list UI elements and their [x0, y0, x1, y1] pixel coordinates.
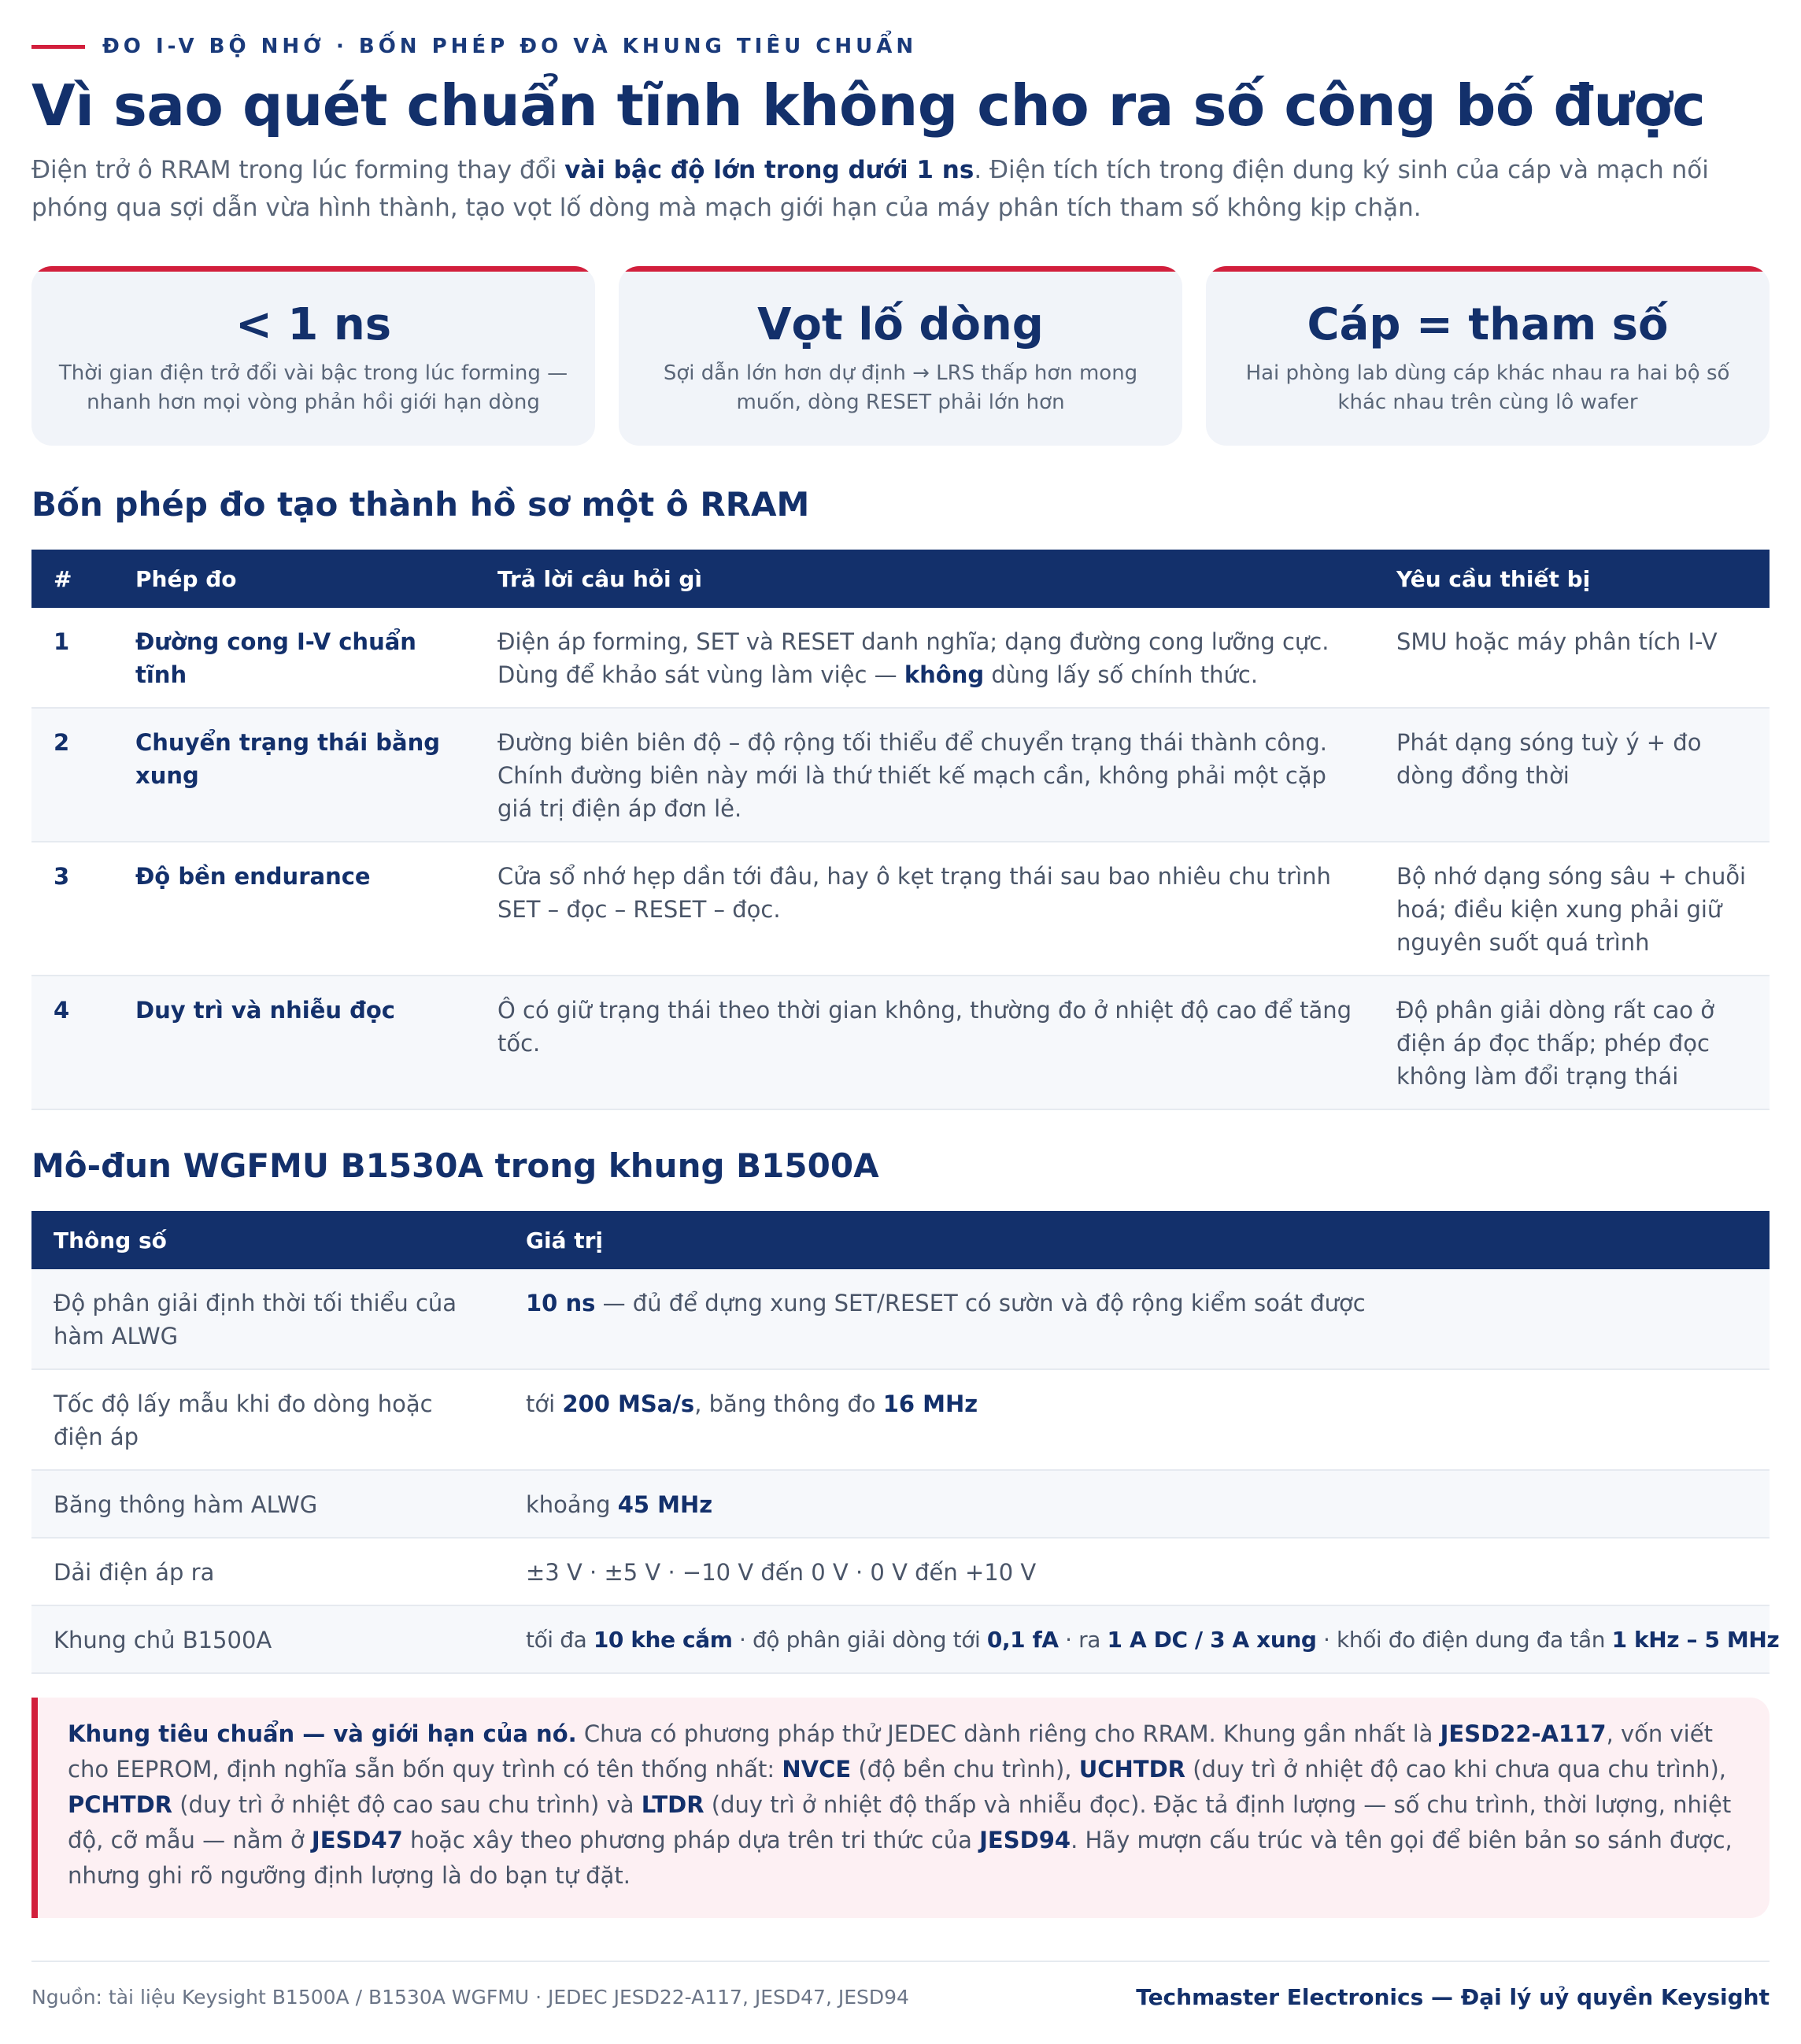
spec-value — [504, 1269, 1770, 1369]
column-header-question: Trả lời câu hỏi gì — [497, 565, 702, 592]
question-text: Điện áp forming, SET và RESET danh nghĩa; dạng đường cong lưỡng cực. Dùng để khảo sát vùng làm việc — — [497, 628, 1329, 688]
column-header-name: Phép đo — [135, 565, 237, 592]
column-header-equipment: Yêu cầu thiết bị — [1396, 565, 1591, 592]
spec-param: Độ phân giải định thời tối thiểu của hàm ALWG — [31, 1269, 504, 1369]
spec-value-text: , băng thông đo — [694, 1390, 883, 1417]
subtitle-part: Điện trở ô RRAM trong lúc forming thay đổi — [31, 156, 565, 184]
callout-lead: Khung tiêu chuẩn — và giới hạn của nó. — [68, 1720, 577, 1747]
callout-term: UCHTDR — [1078, 1756, 1185, 1783]
stat-value: < 1 ns — [235, 299, 392, 350]
callout-part: hoặc xây theo phương pháp dựa trên tri thức của — [402, 1827, 980, 1853]
footer-source: Nguồn: tài liệu Keysight B1500A / B1530A WGFMU · JEDEC JESD22-A117, JESD47, JESD94 — [31, 1986, 909, 2009]
callout-part: (độ bền chu trình), — [851, 1756, 1079, 1783]
stat-card — [31, 266, 595, 446]
spec-value-text: ±3 V · ±5 V · −10 V đến 0 V · 0 V đến +10 V — [526, 1559, 1037, 1586]
module-section-title: Mô-đun WGFMU B1530A trong khung B1500A — [31, 1146, 879, 1185]
spec-value — [504, 1538, 1770, 1605]
spec-value-text: · độ phân giải dòng tới — [732, 1627, 987, 1653]
module-specs-table — [31, 1211, 1780, 1674]
question-emphasis: không — [904, 661, 985, 688]
measurement-name: Duy trì và nhiễu đọc — [113, 976, 475, 1109]
subtitle-part: . Điện tích tích trong điện dung ký sinh của cáp và mạch nối phóng qua sợi dẫn vừa hình thành, tạo vọt lố dòng mà mạch giới hạn của máy phân tích tham số không kịp chặn. — [31, 156, 1709, 222]
table-row — [31, 708, 1770, 842]
stat-card — [1206, 266, 1770, 446]
spec-value-emphasis: 10 khe cắm — [593, 1627, 733, 1653]
table-row — [31, 1269, 1770, 1369]
measurement-equipment: Bộ nhớ dạng sóng sâu + chuỗi hoá; điều kiện xung phải giữ nguyên suốt quá trình — [1374, 842, 1770, 976]
measurement-equipment: Phát dạng sóng tuỳ ý + đo dòng đồng thời — [1374, 708, 1770, 842]
callout-part: , vốn viết cho EEPROM, định nghĩa sẵn bốn quy trình có tên thống nhất: — [68, 1720, 1713, 1783]
page-subtitle — [31, 151, 1770, 227]
stat-description: Thời gian điện trở đổi vài bậc trong lúc forming — nhanh hơn mọi vòng phản hồi giới hạn dòng — [58, 361, 568, 414]
callout-term: JESD22-A117 — [1440, 1720, 1607, 1747]
callout-part: (duy trì ở nhiệt độ cao sau chu trình) và — [172, 1791, 642, 1818]
page-title: Vì sao quét chuẩn tĩnh không cho ra số công bố được — [31, 72, 1706, 139]
spec-param: Khung chủ B1500A — [31, 1605, 504, 1673]
stat-cards — [31, 266, 1770, 446]
row-number: 2 — [31, 708, 113, 842]
table-row — [31, 842, 1770, 976]
column-header-num: # — [54, 565, 72, 592]
measurements-section-title: Bốn phép đo tạo thành hồ sơ một ô RRAM — [31, 485, 810, 524]
spec-value-text: tới — [526, 1390, 563, 1417]
measurement-question: Cửa sổ nhớ hẹp dần tới đâu, hay ô kẹt trạng thái sau bao nhiêu chu trình SET – đọc – RESET – đọc. — [475, 842, 1374, 976]
table-header-row — [31, 550, 1770, 608]
column-header-param: Thông số — [54, 1227, 167, 1253]
stat-description: Sợi dẫn lớn hơn dự định → LRS thấp hơn mong muốn, dòng RESET phải lớn hơn — [663, 361, 1138, 414]
stat-description: Hai phòng lab dùng cáp khác nhau ra hai bộ số khác nhau trên cùng lô wafer — [1245, 361, 1730, 414]
spec-value — [504, 1605, 1780, 1673]
measurement-question: Ô có giữ trạng thái theo thời gian không, thường đo ở nhiệt độ cao để tăng tốc. — [475, 976, 1374, 1109]
measurement-equipment: Độ phân giải dòng rất cao ở điện áp đọc thấp; phép đọc không làm đổi trạng thái — [1374, 976, 1770, 1109]
measurement-question — [475, 608, 1374, 708]
measurement-name: Đường cong I-V chuẩn tĩnh — [113, 608, 475, 708]
table-row — [31, 1605, 1770, 1673]
spec-value-emphasis: 1 A DC / 3 A xung — [1107, 1627, 1317, 1653]
callout-part: (duy trì ở nhiệt độ cao khi chưa qua chu trình), — [1185, 1756, 1727, 1783]
table-row — [31, 1369, 1770, 1470]
callout-text — [68, 1716, 1738, 1894]
table-row — [31, 1538, 1770, 1605]
spec-value — [504, 1369, 1770, 1470]
measurement-equipment: SMU hoặc máy phân tích I-V — [1374, 608, 1770, 708]
spec-value-emphasis: 45 MHz — [617, 1491, 713, 1518]
standards-callout — [31, 1698, 1770, 1918]
spec-value-emphasis: 1 kHz – 5 MHz — [1611, 1627, 1780, 1653]
callout-part: . Hãy mượn cấu trúc và tên gọi để biên bản so sánh được, nhưng ghi rõ ngưỡng định lượng là do bạn tự đặt. — [68, 1827, 1733, 1889]
spec-value-text: khoảng — [526, 1491, 618, 1518]
callout-term: NVCE — [782, 1756, 852, 1783]
callout-part: Chưa có phương pháp thử JEDEC dành riêng cho RRAM. Khung gần nhất là — [576, 1720, 1440, 1747]
table-row — [31, 608, 1770, 708]
measurement-question: Đường biên biên độ – độ rộng tối thiểu để chuyển trạng thái thành công. Chính đường biên này mới là thứ thiết kế mạch cần, không phải một cặp giá trị điện áp đơn lẻ. — [475, 708, 1374, 842]
row-number: 1 — [31, 608, 113, 708]
callout-term: JESD47 — [311, 1827, 403, 1853]
question-text: dùng lấy số chính thức. — [984, 661, 1259, 688]
kicker — [31, 35, 917, 58]
spec-value-emphasis: 16 MHz — [882, 1390, 978, 1417]
callout-term: JESD94 — [979, 1827, 1071, 1853]
table-header-row — [31, 1211, 1770, 1269]
spec-value-text: tối đa — [526, 1627, 594, 1653]
spec-value-emphasis: 0,1 fA — [986, 1627, 1059, 1653]
stat-value: Vọt lố dòng — [757, 299, 1044, 350]
spec-param: Tốc độ lấy mẫu khi đo dòng hoặc điện áp — [31, 1369, 504, 1470]
spec-value-text: · ra — [1058, 1627, 1108, 1653]
table-row — [31, 976, 1770, 1109]
kicker-text: ĐO I-V BỘ NHỚ · BỐN PHÉP ĐO VÀ KHUNG TIÊU CHUẨN — [102, 35, 918, 58]
callout-term: LTDR — [641, 1791, 704, 1818]
measurements-table — [31, 550, 1770, 1110]
spec-value-text: · khối đo điện dung đa tần — [1316, 1627, 1612, 1653]
spec-param: Dải điện áp ra — [31, 1538, 504, 1605]
kicker-accent-line — [31, 45, 85, 49]
stat-value: Cáp = tham số — [1307, 299, 1669, 350]
spec-param: Băng thông hàm ALWG — [31, 1470, 504, 1538]
callout-term: PCHTDR — [68, 1791, 172, 1818]
row-number: 3 — [31, 842, 113, 976]
measurement-name: Độ bền endurance — [113, 842, 475, 976]
footer-divider — [31, 1961, 1770, 1962]
spec-value-text: — đủ để dựng xung SET/RESET có sườn và độ rộng kiểm soát được — [595, 1290, 1366, 1316]
subtitle-emphasis: vài bậc độ lớn trong dưới 1 ns — [564, 156, 974, 184]
callout-part: (duy trì ở nhiệt độ thấp và nhiễu đọc). Đặc tả định lượng — số chu trình, thời lượng, nhiệt độ, cỡ mẫu — nằm ở — [68, 1791, 1732, 1853]
stat-card — [619, 266, 1182, 446]
spec-value — [504, 1470, 1770, 1538]
table-row — [31, 1470, 1770, 1538]
footer-brand: Techmaster Electronics — Đại lý uỷ quyền Keysight — [1136, 1984, 1770, 2010]
column-header-value: Giá trị — [526, 1227, 604, 1253]
measurement-name: Chuyển trạng thái bằng xung — [113, 708, 475, 842]
row-number: 4 — [31, 976, 113, 1109]
spec-value-emphasis: 10 ns — [526, 1290, 596, 1316]
spec-value-emphasis: 200 MSa/s — [562, 1390, 695, 1417]
